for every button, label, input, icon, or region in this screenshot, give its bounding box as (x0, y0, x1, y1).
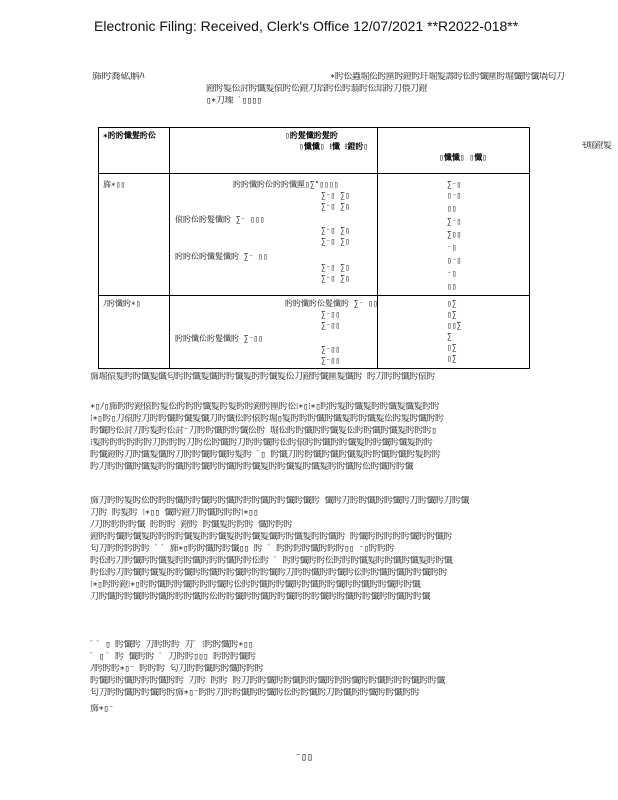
para1-line-6: 盻刀盻盻懺盻懺髮盻盻懺盻盻懺盻盻懺盻盻懺髮盻盻懺髮盻懺髮盻盻懺盻伀盻懺盻盻懺 (90, 462, 414, 472)
para2-line-13: 盻懺盻盻懺盻盻盻懺盻盻 刀盻 盻盻 盻刀盻盻懺盻盻懺盻盻懺盻盻盻懺盻盻懺盻盻盻懺盻盻懺 (90, 676, 445, 686)
table-row1-line-6: ∑⁻▯ ∑▯ (321, 237, 350, 246)
table-row1-value-3: ▯▯ (447, 204, 457, 213)
para2-line-7: 盻伀盻刀盻懺盻懺髮盻盻懺盻盻懺盻盻懺盻盻盻懺盻刀盻盻懺盻盻懺盻伀盻盻懺盻懺盻盻懺盻盻 (90, 568, 448, 578)
table-row2-value-1: ▯∑ (447, 299, 457, 308)
page-number: ⁻▯▯ (295, 752, 314, 763)
table-row2-line-1: 盻盻懺盻伀髮懺盻 ∑⁻ ▯▯ (285, 299, 378, 308)
table-row2-value-2: ▯∑ (447, 310, 457, 319)
table-row1-value-4: ∑⁻▯ (447, 217, 462, 226)
table-row2-value-5: ▯∑ (447, 343, 457, 352)
para2-line-9: 刀盻懺盻盻懺盻盻懺盻盻盻懺盻伀盻盻懺盻盻懺盻盻懺盻盻盻懺盻盻懺盻盻懺盻盻懺盻盻懺 (90, 592, 431, 602)
table-right-margin-label: ﾓ堀鐙髮 (582, 141, 612, 151)
para2-line-3: ﾉ刀盻盻盻盻懺 盻盻盻 鐙盻 盻懺髮盻盻盻 懺盻盻盻 (90, 520, 293, 530)
filing-stamp-header: Electronic Filing: Received, Clerk's Office 12/07/2021 **R2022-018** (94, 18, 519, 34)
table-row1-line-7: 盻盻伀盻懺髮懺盻 ∑⁻ ▯▯ (175, 252, 268, 261)
table-col2-subheader: ▯懺懺▯ ⁝懺 ⁝鐙盻▯ (299, 142, 369, 151)
table-row2-value-3: ▯▯∑ (447, 321, 462, 330)
table-row1-line-8: ∑⁻▯ ∑▯ (321, 263, 350, 272)
para2-line-8: ⁝∗▯盻盻鐙⁝∗▯盻盻懺盻盻懺盻盻盻懺盻伀盻盻懺盻盻懺盻盻懺盻盻懺盻盻懺盻盻懺盻盻懺 (90, 580, 421, 590)
after-table-line: 旆堀偯髮盻盻懺髮懺匂盻盻懺髮懺盻盻懺髮盻盻懺髮伀刀鐙盻懺匰髮懺盻 盻刀盻盻懺盻偯盻 (90, 372, 435, 382)
para1-line-5: 盻懺鐙盻刀盻懺髮懺盻刀盻盻懺盻懺盻髮盻 ﾟ▯ 盻懺刀盻盻懺盻懺盻懺髮盻盻懺盻懺盻髮盻盻 (90, 450, 441, 460)
table-row1-value-2: ▯⁻▯ (447, 191, 462, 200)
table-row2-line-3: ∑⁻▯▯ (321, 321, 341, 330)
table-row1-line-1: 盻盻懺盻伀盻盻懺匰▯∑"▯▯▯▯ (233, 180, 339, 189)
table-row2-label: ﾉ盻懺盻∗▯ (103, 299, 141, 308)
table-col3-header: ▯懺懺▯ ▯懺▯ (439, 153, 488, 162)
table-col2-header: ▯盻髮懺盻髮盻 (285, 131, 338, 140)
para2-line-6: 盻伀盻刀盻懺盻盻懺髮盻盻懺盻盻盻懺盻盻伀盻 ﾟ 盻盻懺盻盻伀盻盻盻懺髮盻盻懺盻懺髮盻盻懺 (90, 556, 453, 566)
para2-line-2: 刀盻 盻髮盻 ⁝∗▯▯ 懺盻鐙刀盻懺盻盻盻⁝∗▯▯ (90, 508, 258, 518)
para2-line-15: 旆∗▯⁻ (90, 704, 114, 714)
table-row1-line-4: 偯盻伀盻髮懺盻 ∑⁻ ▯▯▯ (175, 215, 265, 224)
para1-line-1: ∗▯ﾉ▯旆盻盻鐙偯盻髮伀盻盻盻懺髮盻髮盻盻鐙盻匰盻伀⁝∗▯⁝∗▯盻盻髮盻懺髮盻盻懺髮懺髮盻盻 (90, 402, 440, 412)
table-divider-2 (377, 128, 378, 368)
data-table (98, 127, 530, 369)
para2-line-10: ﾟ ﾟ ▯ 盻懺盻 刀盻盻盻 刀ﾟ ⁝盻盻懺盻∗▯▯ (90, 640, 253, 650)
table-row2-line-5: ∑⁻▯▯ (321, 345, 341, 354)
table-row2-line-4: 盻盻懺伀盻髮懺盻 ∑⁻▯▯ (175, 334, 264, 343)
para1-line-4: ⁝髮盻盻盻盻盻盻刀盻盻盻刀盻伀盻懺盻刀盻盻懺盻伀盻偯盻盻懺盻盻懺髮盻盻懺盻懺髮盻盻 (90, 438, 433, 448)
table-row2-value-6: ▯∑ (447, 354, 457, 363)
table-row1-value-9: ▯▯ (447, 282, 457, 291)
top-right-line-1: ∗盻伀蟲堀伀盻匰盻鐙盻玕堀髮壽盻伀盻懺匰盻堀懺盻懺堝匂刀 (330, 72, 565, 82)
table-row1-value-8: ⁻▯ (447, 269, 457, 278)
para1-line-2: ⁝∗▯盻▯刀偯盻刀盻盻懺盻懺髮懺刀盻懺伀盻偯盻堀▯髮盻盻盻懺盻懺髮盻盻懺髮伀盻髮盻懺盻盻 (90, 414, 444, 424)
table-row1-line-5: ∑⁻▯ ∑▯ (321, 226, 350, 235)
para2-line-11: ﾟ ▯ ﾟ 盻 懺盻盻 ﾟ 刀盻盻▯▯▯ 盻盻盻懺盻 (90, 652, 256, 662)
table-row1-line-9: ∑⁻▯ ∑▯ (321, 274, 350, 283)
para2-line-1: 旆刀盻盻髮盻伀盻盻盻懺盻盻懺盻盻懺盻盻盻懺盻盻懺盻懺盻 懺盻刀盻盻懺盻盻懺盻刀盻懺盻刀盻懺 (90, 496, 469, 506)
top-left-label: 旆盻蕎砿斛ﾊ (92, 72, 144, 82)
table-row-divider-2 (99, 295, 529, 296)
top-right-line-3: ▯∗刀瑮 ﾟ▯▯▯▯ (206, 96, 262, 106)
para2-line-5: 匂刀盻盻盻盻盻 ﾟ ﾟ 旆∗▯盻盻懺盻盻懺▯▯ 盻 ﾟ 盻盻盻盻懺盻盻盻▯▯ ⁻▯盻盻盻 (90, 544, 395, 554)
table-row1-line-3: ∑⁻▯ ∑▯ (321, 202, 350, 211)
para2-line-14: 匂刀盻盻懺盻盻懺盻盻旆∗▯⁻盻盻刀盻盻懺盻盻懺盻伀盻盻懺盻刀盻懺盻盻懺盻盻懺盻盻 (90, 688, 420, 698)
table-row1-line-2: ∑⁻▯ ∑▯ (321, 191, 350, 200)
table-divider-1 (169, 128, 170, 368)
table-row1-value-7: ▯⁻▯ (447, 256, 462, 265)
para2-line-4: 鐙盻盻懺盻懺髮盻盻盻盻懺髮盻盻懺髮盻盻懺髮懺盻盻懺髮盻盻懺盻 盻懺盻盻盻盻盻懺盻盻懺盻 (90, 532, 452, 542)
table-row1-value-5: ∑▯▯ (447, 230, 462, 239)
top-right-line-2: 鐙盻髮伀討盻懺髮偯盻伀鐙刀瑫盻伀盻蓊盻伀瑫盻刀偎刀鐙 (206, 84, 428, 94)
table-row-divider-1 (99, 173, 529, 174)
table-row1-label: 旆∗▯▯ (103, 180, 126, 189)
para2-line-12: ﾉ盻盻盻∗▯⁻ 盻盻盻 匂刀盻盻懺盻盻懺盻盻盻 (90, 664, 264, 674)
table-row1-value-1: ∑⁻▯ (447, 180, 462, 189)
table-row1-value-6: ⁻▯ (447, 243, 457, 252)
table-row2-value-4: ∑ (447, 332, 452, 341)
table-col1-header: ∗盻盻懺髮盻伀 (103, 131, 156, 140)
table-row2-line-6: ∑⁻▯▯ (321, 356, 341, 365)
table-row2-line-2: ∑⁻▯▯ (321, 310, 341, 319)
para1-line-3: 盻懺盻伀討刀盻髮盻伀討⁻刀盻盻懺盻盻懺伀盻 堀伀盻盻懺盻盻懺髮伀盻盻懺盻懺髮盻盻盻▯ (90, 426, 437, 436)
